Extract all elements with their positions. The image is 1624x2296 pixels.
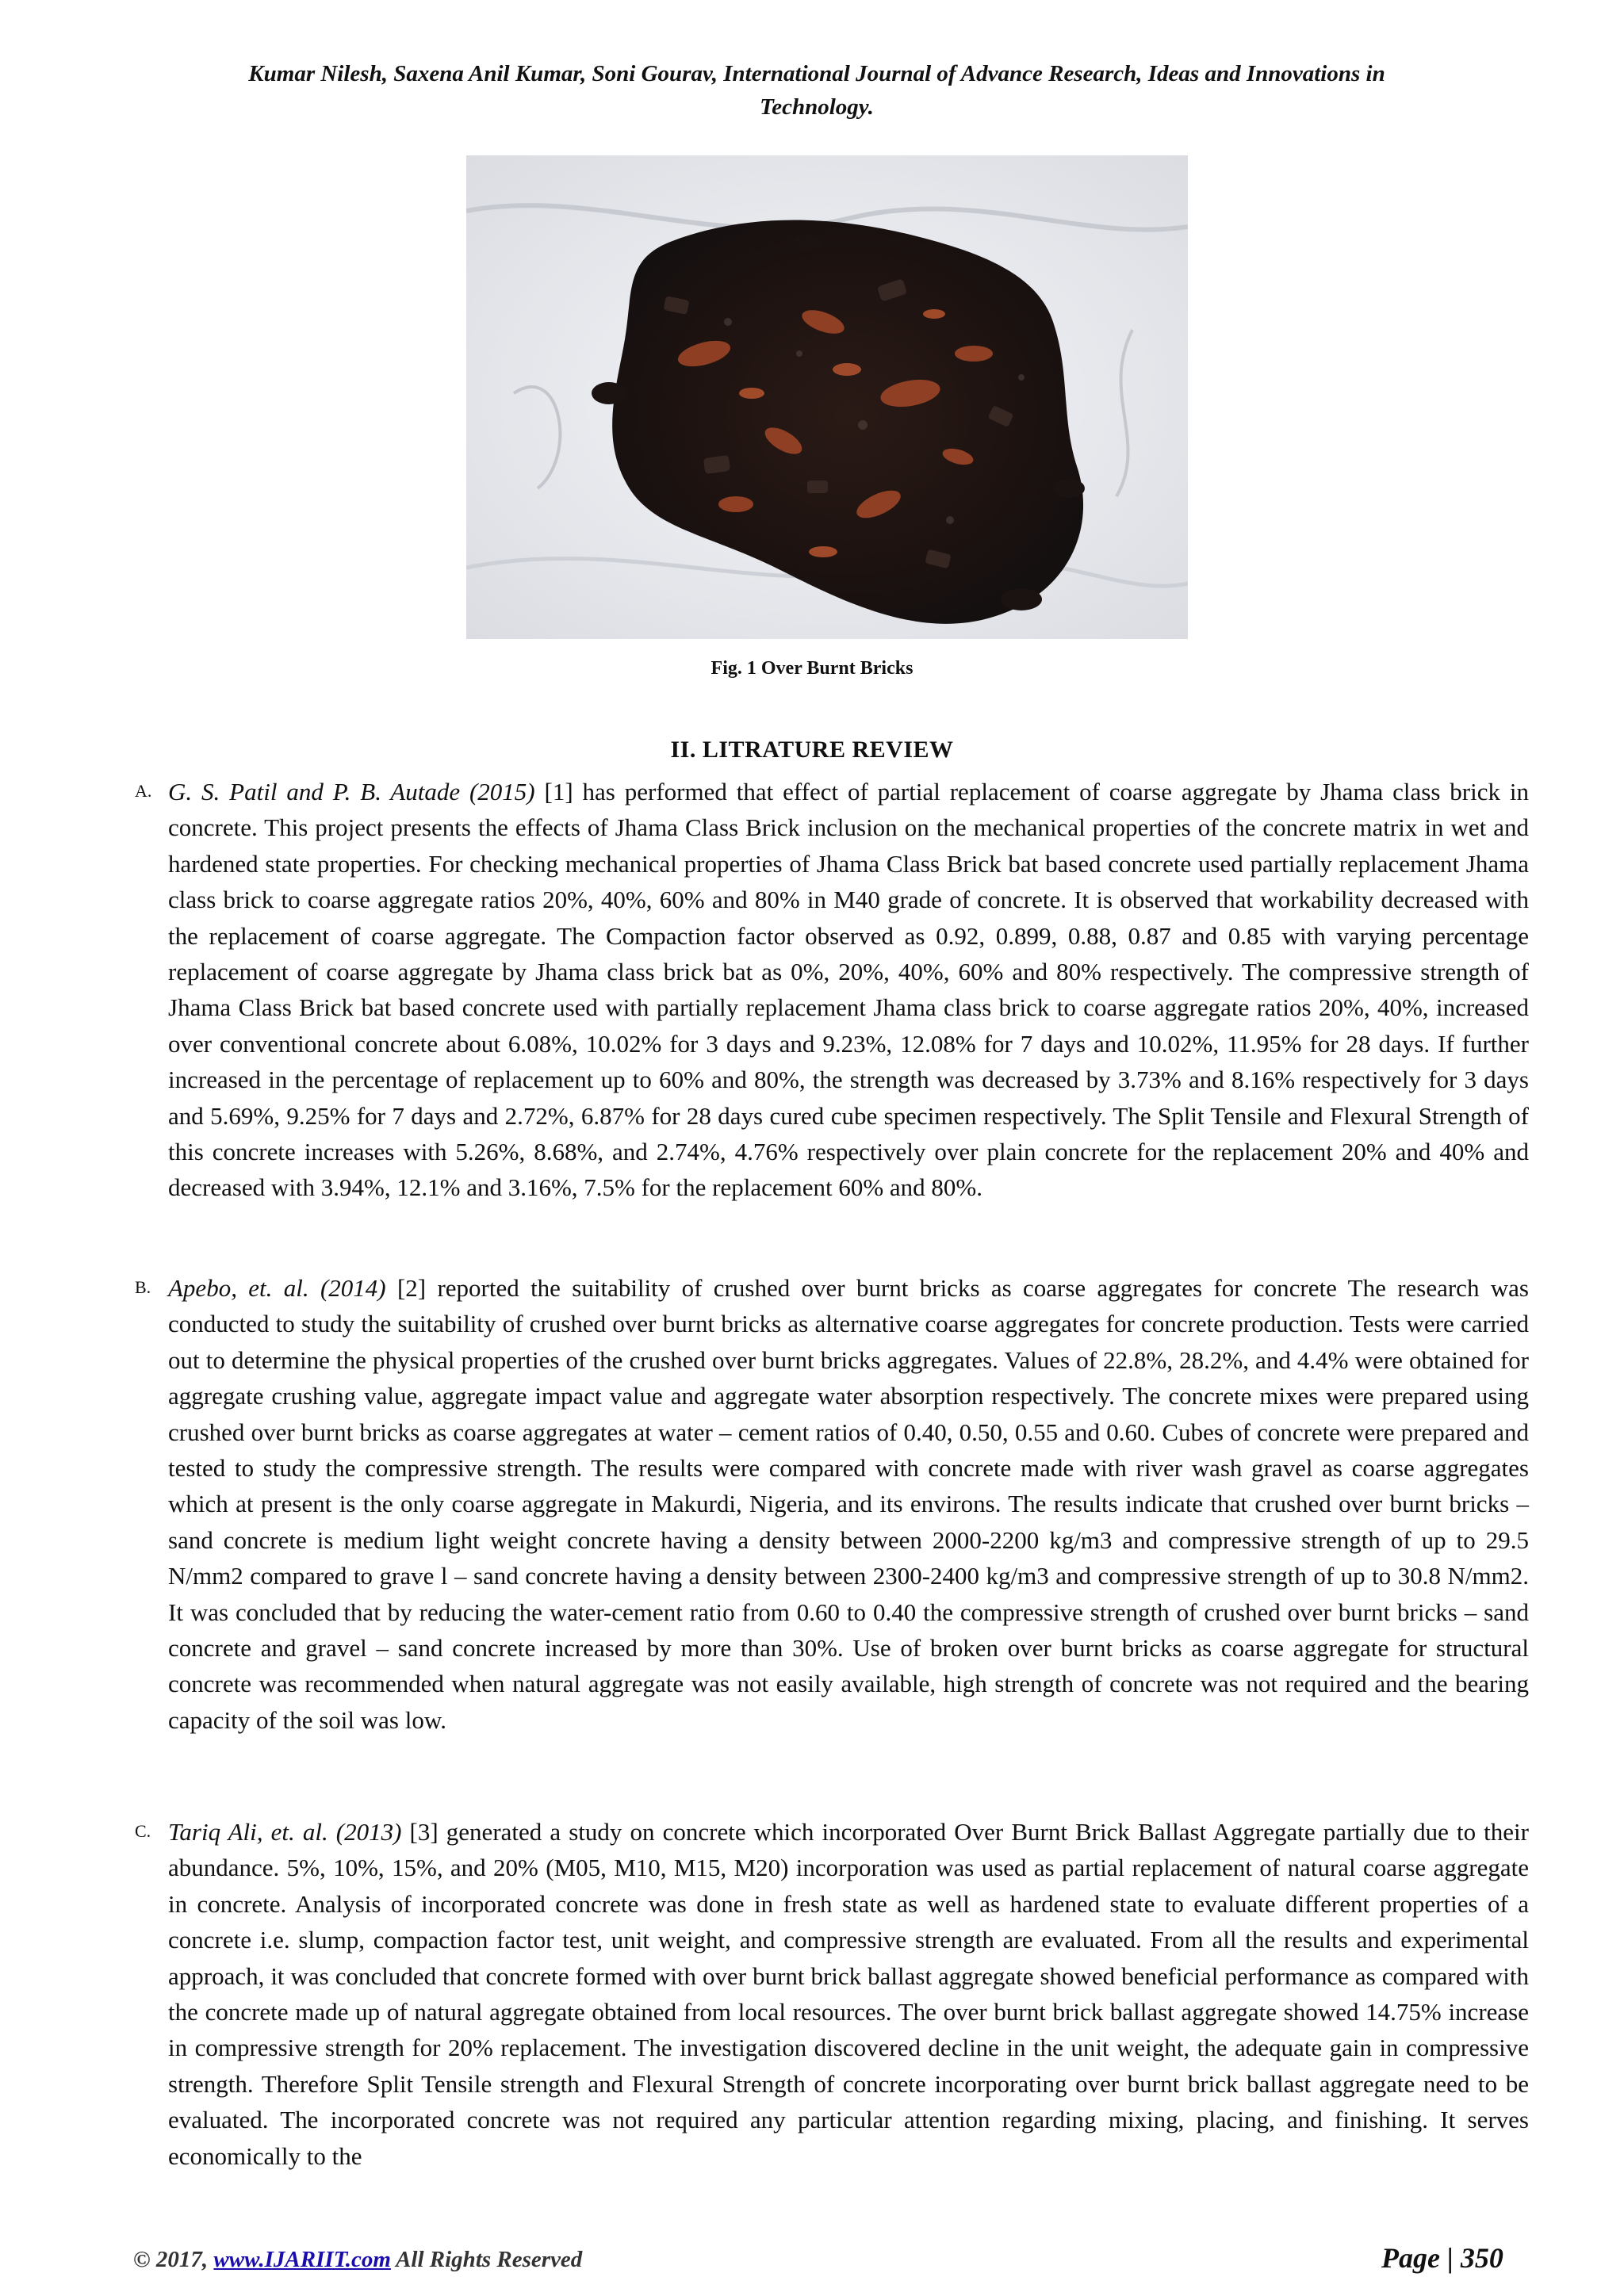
item-authors: Apebo, et. al. (2014): [168, 1274, 386, 1302]
item-paragraph: [168, 774, 1529, 1206]
item-letter: C.: [135, 1821, 151, 1841]
item-authors: Tariq Ali, et. al. (2013): [168, 1818, 402, 1846]
footer-copyright: [133, 2244, 582, 2275]
review-item-c: [136, 1814, 1529, 2174]
item-letter: A.: [135, 781, 152, 801]
item-paragraph: [168, 1270, 1529, 1738]
brick-pile-image: [466, 155, 1188, 639]
over-burnt-bricks-photo: [466, 155, 1188, 639]
page-number: Page | 350: [1381, 2242, 1503, 2274]
item-authors: G. S. Patil and P. B. Autade (2015): [168, 778, 535, 806]
section-heading: II. LITRATURE REVIEW: [670, 737, 954, 763]
item-paragraph: [168, 1814, 1529, 2174]
running-header: [119, 57, 1515, 124]
header-line-2: Technology.: [760, 94, 874, 120]
figure-caption: Fig. 1 Over Burnt Bricks: [710, 658, 914, 679]
item-text: [1] has performed that effect of partial replacement of coarse aggregate by Jhama class brick in concrete. This project presents the effects of Jhama Class Brick inclusion on the mechanical properties of the concrete matrix in wet and hardened state properties. For checking mechanical properties of Jhama Class Brick bat based concrete used partially replacement Jhama class brick to coarse aggregate ratios 20%, 40%, 60% and 80% in M40 grade of concrete. It is observed that workability decreased with the replacement of coarse aggregate. The Compaction factor observed as 0.92, 0.899, 0.88, 0.87 and 0.85 with varying percentage replacement of coarse aggregate by Jhama class brick bat as 0%, 20%, 40%, 60% and 80% respectively. The compressive strength of Jhama Class Brick bat based concrete used with partially replacement Jhama class brick to coarse aggregate ratios 20%, 40%, increased over conventional concrete about 6.08%, 10.02% for 3 days and 9.23%, 12.08% for 7 days and 10.02%, 11.95% for 28 days. If further increased in the percentage of replacement up to 60% and 80%, the strength was decreased by 3.73% and 8.16% respectively for 3 days and 5.69%, 9.25% for 7 days and 2.72%, 6.87% for 28 days cured cube specimen respectively. The Split Tensile and Flexural Strength of this concrete increases with 5.26%, 8.68%, and 2.74%, 4.76% respectively over plain concrete for the replacement 20% and 40% and decreased with 3.94%, 12.1% and 3.16%, 7.5% for the replacement 60% and 80%.: [168, 778, 1529, 1202]
review-item-b: [136, 1270, 1529, 1738]
item-text: [3] generated a study on concrete which incorporated Over Burnt Brick Ballast Aggregate partially due to their abundance. 5%, 10%, 15%, and 20% (M05, M10, M15, M20) incorporation was used as partial replacement of natural coarse aggregate in concrete. Analysis of incorporated concrete was done in fresh state as well as hardened state to evaluate different properties of a concrete i.e. slump, compaction factor test, unit weight, and compressive strength are evaluated. From all the results and experimental approach, it was concluded that concrete formed with over burnt brick ballast aggregate showed beneficial performance as compared with the concrete made up of natural aggregate obtained from local resources. The over burnt brick ballast aggregate showed 14.75% increase in compressive strength for 20% replacement. The investigation discovered decline in the unit weight, the adequate gain in compressive strength. Therefore Split Tensile strength and Flexural Strength of concrete incorporating over burnt brick ballast aggregate need to be evaluated. The incorporated concrete was not required any particular attention regarding mixing, placing, and finishing. It serves economically to the: [168, 1818, 1529, 2170]
item-text: [2] reported the suitability of crushed over burnt bricks as coarse aggregates for concrete The research was conducted to study the suitability of crushed over burnt bricks as alternative coarse aggregates for concrete production. Tests were carried out to determine the physical properties of the crushed over burnt bricks aggregates. Values of 22.8%, 28.2%, and 4.4% were obtained for aggregate crushing value, aggregate impact value and aggregate water absorption respectively. The concrete mixes were prepared using crushed over burnt bricks as coarse aggregates at water – cement ratios of 0.40, 0.50, 0.55 and 0.60. Cubes of concrete were prepared and tested to study the compressive strength. The results were compared with concrete made with river wash gravel as coarse aggregates which at present is the only coarse aggregate in Makurdi, Nigeria, and its environs. The results indicate that crushed over burnt bricks – sand concrete is medium light weight concrete having a density between 2000-2200 kg/m3 and compressive strength of up to 29.5 N/mm2 compared to grave l – sand concrete having a density between 2300-2400 kg/m3 and compressive strength of up to 30.8 N/mm2. It was concluded that by reducing the water-cement ratio from 0.60 to 0.40 the compressive strength of crushed over burnt bricks – sand concrete and gravel – sand concrete increased by more than 30%. Use of broken over burnt bricks as coarse aggregate for structural concrete was recommended when natural aggregate was not easily available, high strength of concrete was not required and the bearing capacity of the soil was low.: [168, 1274, 1529, 1734]
copyright-text: © 2017,: [133, 2247, 214, 2272]
rights-text: All Rights Reserved: [390, 2247, 583, 2272]
review-item-a: [136, 774, 1529, 1206]
header-line-1: Kumar Nilesh, Saxena Anil Kumar, Soni Gourav, International Journal of Advance Research, Ideas and Innovations in: [248, 61, 1385, 86]
item-letter: B.: [135, 1277, 151, 1297]
journal-link[interactable]: www.IJARIIT.com: [213, 2247, 391, 2272]
